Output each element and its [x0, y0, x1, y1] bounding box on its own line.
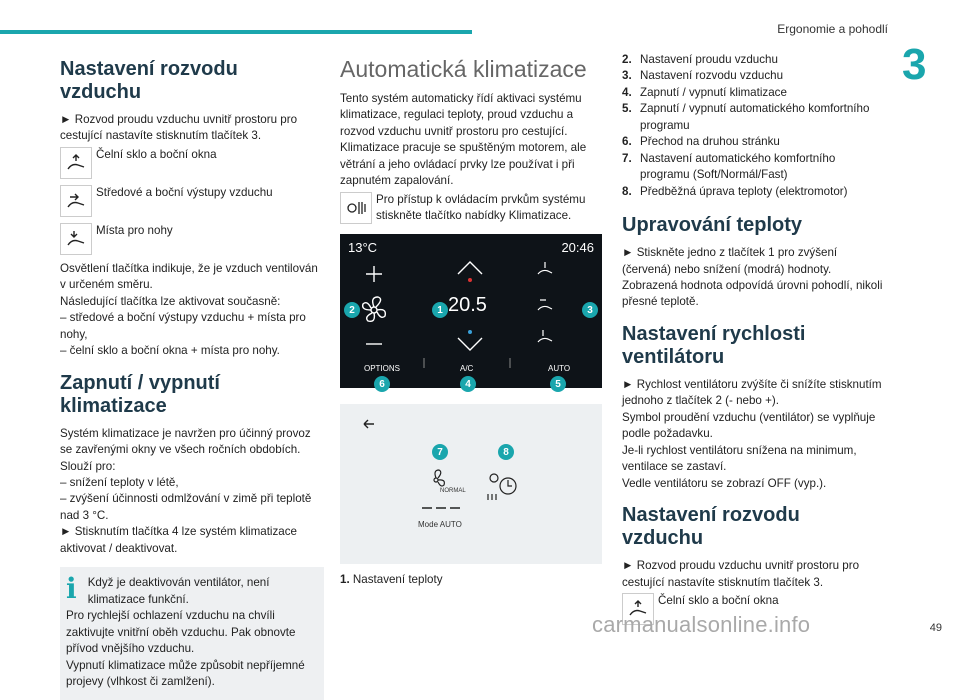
windscreen-airflow-icon [60, 147, 92, 179]
list-item: 2. Nastavení proudu vzduchu [622, 53, 778, 66]
option-label: Středové a boční výstupy vzduchu [96, 185, 273, 199]
header-accent-bar [0, 30, 472, 34]
paragraph: ► Rozvod proudu vzduchu uvnitř prostoru pro cestující nastavíte stisknutím tlačítek 3. [622, 558, 884, 591]
heading-air-distribution: Nastavení rozvodu vzduchu [622, 504, 800, 550]
list-item: 6. Přechod na druhou stránku [622, 135, 780, 149]
feet-airflow-icon [538, 330, 552, 342]
callout-1: 1 [432, 302, 448, 318]
heading-air-distribution: Nastavení rozvodu vzduchu [60, 58, 238, 103]
info-text: Když je deaktivován ventilátor, není klimatizace funkční. [87, 576, 270, 606]
ac-button[interactable]: A/C [460, 364, 474, 374]
option-label: Čelní sklo a boční okna [96, 147, 217, 161]
temp-down-dot [468, 330, 472, 334]
heading-ac-onoff: Zapnutí / vypnutí klimatizace [60, 371, 220, 417]
callout-2: 2 [344, 302, 360, 318]
option-windscreen [60, 147, 324, 179]
option-label: Místa pro nohy [96, 223, 173, 237]
auto-button[interactable]: AUTO [548, 364, 571, 374]
temp-up-icon [458, 262, 482, 274]
list-item: 4. Zapnutí / vypnutí klimatizace [622, 85, 787, 99]
paragraph: ► Stisknutím tlačítka 4 lze systém klimatizace aktivovat / deaktivovat. [60, 524, 324, 557]
paragraph: – zvýšení účinnosti odmlžování v zimě při teplotě nad 3 °C. [60, 492, 312, 522]
list-item: 8. Předběžná úprava teploty (elektromotor) [622, 184, 848, 198]
watermark: carmanualsonline.info [592, 612, 811, 637]
section-title: Ergonomie a pohodlí [777, 22, 888, 36]
paragraph: Slouží pro: [60, 459, 116, 473]
paragraph: – snížení teploty v létě, [60, 475, 179, 489]
center-vents-airflow-icon [538, 300, 552, 310]
paragraph: ► Rozvod proudu vzduchu uvnitř prostoru pro cestující nastavíte stisknutím tlačítek 3. [60, 112, 324, 145]
set-temperature: 20.5 [448, 294, 487, 317]
info-text: Vypnutí klimatizace může způsobit nepříjemné projevy (vlhkost či zamlžení). [66, 658, 305, 688]
preconditioning-icon [488, 474, 516, 500]
menu-hint-text: Pro přístup k ovládacím prvkům systému stiskněte tlačítko nabídky Klimatizace. [376, 192, 586, 222]
clock: 20:46 [561, 240, 594, 256]
climate-second-page [340, 404, 602, 564]
paragraph: Tento systém automaticky řídí aktivaci systému klimatizace, regulaci teploty, proud vzduchu a rozvod vzduchu uvnitř prostoru pro cestující. Klimatizace pracuje se spuštěným motorem, ale větrání a jeho ovládací prvky lze používat i při zapnutém zapalování. [340, 92, 587, 188]
windscreen-airflow-icon [538, 262, 552, 274]
paragraph: Následující tlačítka lze aktivovat současně: [60, 294, 281, 308]
options-button[interactable]: OPTIONS [364, 364, 401, 374]
panel-graphics [340, 404, 602, 564]
paragraph: – středové a boční výstupy vzduchu + místa pro nohy, [60, 311, 306, 341]
temp-up-dot [468, 278, 472, 282]
callout-4: 4 [460, 376, 476, 392]
callout-8: 8 [498, 444, 514, 460]
option-label: Čelní sklo a boční okna [658, 593, 779, 607]
paragraph: Je-li rychlost ventilátoru snížena na minimum, ventilace se zastaví. [622, 443, 857, 474]
paragraph: Osvětlení tlačítka indikuje, že je vzduch ventilován v určeném směru. [60, 261, 318, 292]
list-item: 3. Nastavení rozvodu vzduchu [622, 69, 784, 83]
paragraph: Vedle ventilátoru se zobrazí OFF (vyp.). [622, 476, 827, 490]
outside-temperature: 13°C [348, 240, 378, 256]
menu-hint [340, 192, 602, 224]
callout-7: 7 [432, 444, 448, 460]
info-text: Pro rychlejší ochlazení vzduchu na chvíli zaktivujte vnitřní oběh vzduchu. Pak obnovte přívod vnějšího vzduchu. [66, 609, 296, 656]
comfort-mode-label: NORMAL [440, 488, 466, 495]
column-2 [340, 52, 602, 589]
column-3 [622, 52, 884, 631]
callout-6: 6 [374, 376, 390, 392]
fan-icon [434, 470, 444, 486]
heading-temperature: Upravování teploty [622, 214, 803, 237]
paragraph: Symbol proudění vzduchu (ventilátor) se vyplňuje podle požadavku. [622, 410, 876, 441]
list-item: 5. Zapnutí / vypnutí automatického komfortního programu [622, 102, 870, 132]
paragraph: Zobrazená hodnota odpovídá úrovni pohodlí, nikoli přesné teplotě. [622, 278, 883, 309]
info-icon: i [66, 572, 77, 606]
back-arrow-icon [364, 420, 374, 428]
mode-label: Mode AUTO [418, 520, 462, 530]
paragraph: – čelní sklo a boční okna + místa pro nohy. [60, 344, 280, 358]
center-vents-airflow-icon [60, 185, 92, 217]
page-number: 49 [929, 622, 942, 634]
option-center-vents [60, 185, 324, 217]
climate-menu-icon [340, 192, 372, 224]
callout-5: 5 [550, 376, 566, 392]
paragraph: Systém klimatizace je navržen pro účinný provoz se zavřenými okny ve všech ročních obdobích. [60, 426, 311, 457]
paragraph: ► Stiskněte jedno z tlačítek 1 pro zvýšení (červená) nebo snížení (modrá) hodnoty. [622, 245, 884, 278]
temp-down-icon [458, 338, 482, 350]
feet-airflow-icon [60, 223, 92, 255]
list-item: 7. Nastavení automatického komfortního programu (Soft/Normál/Fast) [622, 151, 836, 182]
figure-caption: 1. Nastavení teploty [340, 573, 443, 587]
paragraph: ► Rychlost ventilátoru zvýšíte či snížíte stisknutím jednoho z tlačítek 2 (- nebo +). [622, 377, 884, 410]
info-box [60, 567, 324, 700]
option-feet [60, 223, 324, 255]
legend-list [622, 52, 884, 200]
climate-screen [340, 234, 602, 388]
callout-3: 3 [582, 302, 598, 318]
heading-auto-ac: Automatická klimatizace [340, 56, 587, 82]
fan-icon [363, 297, 386, 321]
fan-plus-icon [366, 266, 382, 282]
heading-fan-speed: Nastavení rychlosti ventilátoru [622, 322, 806, 368]
column-1 [60, 52, 324, 700]
chapter-number: 3 [902, 40, 927, 89]
